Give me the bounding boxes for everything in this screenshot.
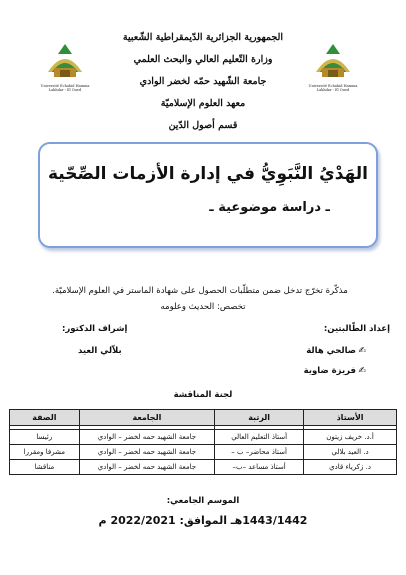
table-header-row (10, 410, 397, 426)
cell-rank: أستاذ التعليم العالي (215, 430, 304, 445)
logo-caption: Université Echahid Hamma Lakhdar - El Oued (308, 84, 358, 92)
header-university: جامعة الشّهيد حمّه لخضر الوادي (139, 76, 267, 87)
committee-table (9, 409, 397, 475)
specialty: تخصص: الحديث وعلومه (160, 302, 246, 312)
thesis-title: الهَدْيُ النَّبَوِيُّ في إدارة الأزمات الصِّحّية (47, 164, 368, 184)
header-department: قسم أصول الدّين (168, 120, 238, 131)
logo-caption: Université Echahid Hamma Lakhdar - El Oued (40, 84, 90, 92)
pen-icon: ✍ (358, 366, 366, 376)
cell-university: جامعة الشهيد حمه لخضر – الوادي (79, 445, 214, 460)
header-ministry: وزارة التّعليم العالي والبحث العلمي (133, 54, 273, 65)
academic-year-label: الموسم الجامعي: (166, 496, 240, 506)
table-row (10, 445, 397, 460)
pen-icon: ✍ (358, 346, 366, 356)
student-name-1: ✍صالحي هالة (306, 346, 366, 356)
col-header-role: الصفة (10, 410, 80, 426)
cell-professor: د. زكرياء قادي (304, 460, 397, 475)
col-header-university: الجامعة (79, 410, 214, 426)
header-institute: معهد العلوم الإسلاميّة (160, 98, 246, 109)
academic-year-value: 1443/1442هـ الموافق: 2022/2021 م (98, 514, 308, 527)
thesis-description: مذكّرة تخرّج تدخل ضمن متطلّبات الحصول على شهادة الماستر في العلوم الإسلاميّة. (52, 286, 348, 296)
col-header-professor: الأستاذ (304, 410, 397, 426)
students-label: إعداد الطّالبتين: (323, 324, 390, 334)
title-box (38, 142, 378, 248)
cell-university: جامعة الشهيد حمه لخضر – الوادي (79, 430, 214, 445)
cell-rank: أستاذ مساعد –ب– (215, 460, 304, 475)
cell-university: جامعة الشهيد حمه لخضر – الوادي (79, 460, 214, 475)
thesis-subtitle: ـ دراسة موضوعية ـ (209, 200, 330, 215)
cell-role: مناقشا (10, 460, 80, 475)
student-name-2: ✍فريزة ضاوية (303, 366, 366, 376)
table-row (10, 430, 397, 445)
committee-title: لجنة المناقشة (173, 390, 233, 400)
cell-professor: د. العيد بلالي (304, 445, 397, 460)
table-row (10, 460, 397, 475)
cell-professor: أ.د. خريف زيتون (304, 430, 397, 445)
supervisor-label: إشراف الدكتور: (62, 324, 128, 334)
cell-rank: أستاذ محاضر– ب – (215, 445, 304, 460)
header-republic: الجمهورية الجزائرية الدّيمقراطية الشّعبية (122, 32, 284, 43)
university-logo-left (38, 42, 92, 90)
cell-role: رئيسا (10, 430, 80, 445)
university-logo-right (306, 42, 360, 90)
supervisor-name: بلاّلي العيد (78, 346, 122, 356)
col-header-rank: الرتبة (215, 410, 304, 426)
cell-role: مشرفا ومقررا (10, 445, 80, 460)
